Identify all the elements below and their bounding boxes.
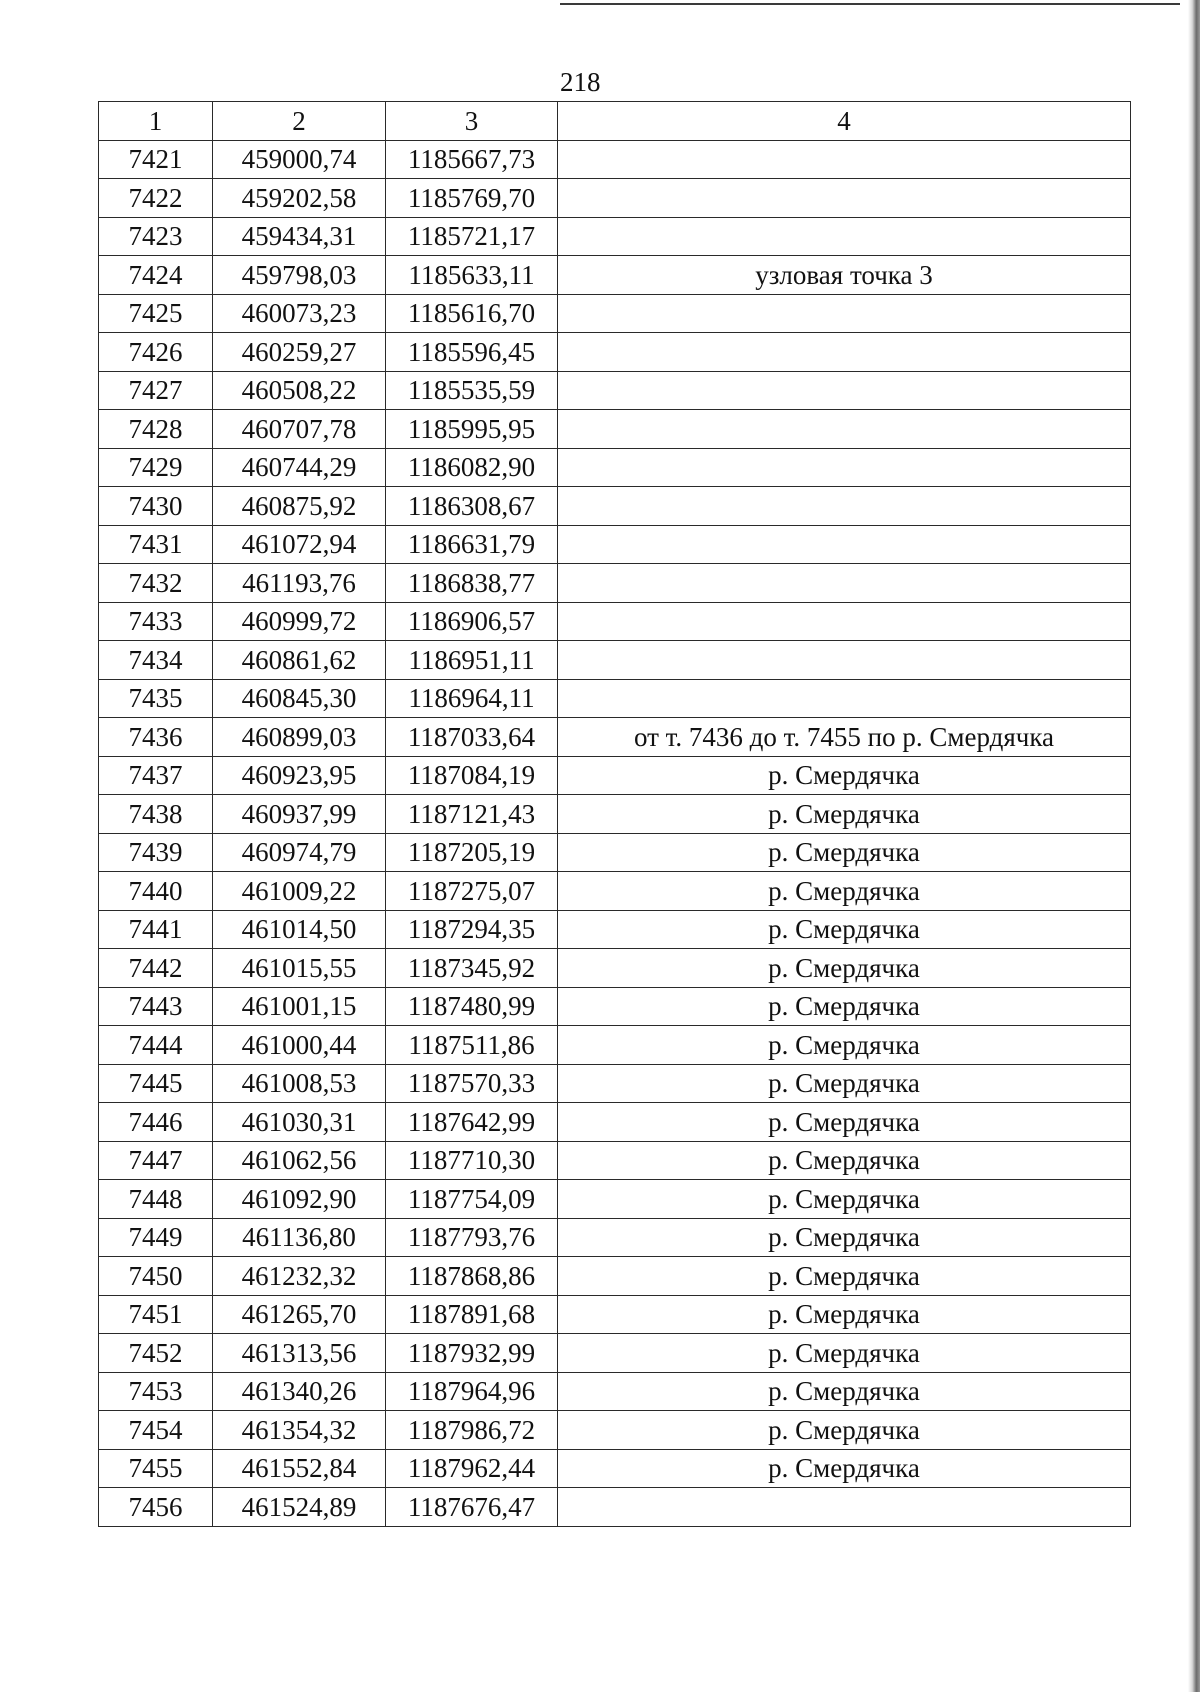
table-row <box>99 718 1131 757</box>
y-coordinate-cell: 1186838,77 <box>386 564 558 603</box>
x-coordinate-cell: 459202,58 <box>213 179 386 218</box>
y-coordinate-cell: 1187932,99 <box>386 1334 558 1373</box>
x-coordinate-cell: 461001,15 <box>213 987 386 1026</box>
y-coordinate-cell: 1187891,68 <box>386 1295 558 1334</box>
y-coordinate-cell: 1185667,73 <box>386 140 558 179</box>
table-header-row <box>99 102 1131 141</box>
point-number-cell: 7440 <box>99 872 213 911</box>
description-cell: р. Смердячка <box>558 872 1131 911</box>
table-row <box>99 1141 1131 1180</box>
x-coordinate-cell: 461354,32 <box>213 1411 386 1450</box>
point-number-cell: 7426 <box>99 333 213 372</box>
point-number-cell: 7437 <box>99 756 213 795</box>
description-cell: р. Смердячка <box>558 795 1131 834</box>
x-coordinate-cell: 461030,31 <box>213 1103 386 1142</box>
header-cell-2: 2 <box>213 102 386 141</box>
description-cell <box>558 217 1131 256</box>
point-number-cell: 7441 <box>99 910 213 949</box>
point-number-cell: 7432 <box>99 564 213 603</box>
description-cell: от т. 7436 до т. 7455 по р. Смердячка <box>558 718 1131 757</box>
description-cell <box>558 1488 1131 1527</box>
x-coordinate-cell: 461092,90 <box>213 1180 386 1219</box>
x-coordinate-cell: 460899,03 <box>213 718 386 757</box>
y-coordinate-cell: 1187642,99 <box>386 1103 558 1142</box>
description-cell: р. Смердячка <box>558 949 1131 988</box>
point-number-cell: 7424 <box>99 256 213 295</box>
description-cell: р. Смердячка <box>558 1334 1131 1373</box>
table-row <box>99 1334 1131 1373</box>
point-number-cell: 7434 <box>99 641 213 680</box>
description-cell <box>558 641 1131 680</box>
point-number-cell: 7428 <box>99 410 213 449</box>
point-number-cell: 7444 <box>99 1026 213 1065</box>
y-coordinate-cell: 1187345,92 <box>386 949 558 988</box>
y-coordinate-cell: 1186951,11 <box>386 641 558 680</box>
table-row <box>99 1064 1131 1103</box>
x-coordinate-cell: 461008,53 <box>213 1064 386 1103</box>
table-row <box>99 602 1131 641</box>
x-coordinate-cell: 460861,62 <box>213 641 386 680</box>
point-number-cell: 7439 <box>99 833 213 872</box>
y-coordinate-cell: 1185535,59 <box>386 371 558 410</box>
y-coordinate-cell: 1186964,11 <box>386 679 558 718</box>
table-row <box>99 1103 1131 1142</box>
table-row <box>99 679 1131 718</box>
y-coordinate-cell: 1187754,09 <box>386 1180 558 1219</box>
x-coordinate-cell: 459434,31 <box>213 217 386 256</box>
description-cell <box>558 448 1131 487</box>
y-coordinate-cell: 1187964,96 <box>386 1372 558 1411</box>
table-row <box>99 1180 1131 1219</box>
y-coordinate-cell: 1187793,76 <box>386 1218 558 1257</box>
header-cell-4: 4 <box>558 102 1131 141</box>
point-number-cell: 7442 <box>99 949 213 988</box>
table-row <box>99 1411 1131 1450</box>
description-cell: р. Смердячка <box>558 987 1131 1026</box>
y-coordinate-cell: 1185616,70 <box>386 294 558 333</box>
table-row <box>99 179 1131 218</box>
x-coordinate-cell: 460845,30 <box>213 679 386 718</box>
x-coordinate-cell: 461009,22 <box>213 872 386 911</box>
table-row <box>99 641 1131 680</box>
y-coordinate-cell: 1187986,72 <box>386 1411 558 1450</box>
table-row <box>99 872 1131 911</box>
header-cell-1: 1 <box>99 102 213 141</box>
table-row <box>99 217 1131 256</box>
x-coordinate-cell: 460923,95 <box>213 756 386 795</box>
point-number-cell: 7431 <box>99 525 213 564</box>
y-coordinate-cell: 1187676,47 <box>386 1488 558 1527</box>
x-coordinate-cell: 459798,03 <box>213 256 386 295</box>
table-row <box>99 1449 1131 1488</box>
description-cell: узловая точка 3 <box>558 256 1131 295</box>
x-coordinate-cell: 461340,26 <box>213 1372 386 1411</box>
table-row <box>99 294 1131 333</box>
y-coordinate-cell: 1185995,95 <box>386 410 558 449</box>
y-coordinate-cell: 1187121,43 <box>386 795 558 834</box>
x-coordinate-cell: 460875,92 <box>213 487 386 526</box>
description-cell <box>558 294 1131 333</box>
description-cell: р. Смердячка <box>558 1257 1131 1296</box>
y-coordinate-cell: 1187480,99 <box>386 987 558 1026</box>
table-row <box>99 410 1131 449</box>
table-row <box>99 525 1131 564</box>
point-number-cell: 7425 <box>99 294 213 333</box>
y-coordinate-cell: 1186082,90 <box>386 448 558 487</box>
table-row <box>99 756 1131 795</box>
description-cell <box>558 333 1131 372</box>
description-cell <box>558 525 1131 564</box>
point-number-cell: 7446 <box>99 1103 213 1142</box>
y-coordinate-cell: 1185633,11 <box>386 256 558 295</box>
scan-top-edge-line <box>560 3 1180 5</box>
point-number-cell: 7422 <box>99 179 213 218</box>
point-number-cell: 7430 <box>99 487 213 526</box>
y-coordinate-cell: 1186308,67 <box>386 487 558 526</box>
x-coordinate-cell: 461000,44 <box>213 1026 386 1065</box>
point-number-cell: 7450 <box>99 1257 213 1296</box>
x-coordinate-cell: 461193,76 <box>213 564 386 603</box>
coordinates-table <box>98 101 1131 1527</box>
x-coordinate-cell: 461265,70 <box>213 1295 386 1334</box>
x-coordinate-cell: 459000,74 <box>213 140 386 179</box>
table-row <box>99 1295 1131 1334</box>
point-number-cell: 7452 <box>99 1334 213 1373</box>
description-cell: р. Смердячка <box>558 756 1131 795</box>
y-coordinate-cell: 1186631,79 <box>386 525 558 564</box>
y-coordinate-cell: 1187710,30 <box>386 1141 558 1180</box>
y-coordinate-cell: 1185769,70 <box>386 179 558 218</box>
x-coordinate-cell: 461136,80 <box>213 1218 386 1257</box>
table-row <box>99 1372 1131 1411</box>
x-coordinate-cell: 460974,79 <box>213 833 386 872</box>
point-number-cell: 7423 <box>99 217 213 256</box>
description-cell: р. Смердячка <box>558 1449 1131 1488</box>
table-row <box>99 1218 1131 1257</box>
y-coordinate-cell: 1185721,17 <box>386 217 558 256</box>
point-number-cell: 7433 <box>99 602 213 641</box>
scan-right-edge <box>1188 0 1200 1692</box>
y-coordinate-cell: 1187033,64 <box>386 718 558 757</box>
point-number-cell: 7451 <box>99 1295 213 1334</box>
x-coordinate-cell: 461072,94 <box>213 525 386 564</box>
x-coordinate-cell: 461015,55 <box>213 949 386 988</box>
point-number-cell: 7443 <box>99 987 213 1026</box>
table-row <box>99 256 1131 295</box>
description-cell <box>558 371 1131 410</box>
description-cell: р. Смердячка <box>558 1180 1131 1219</box>
point-number-cell: 7438 <box>99 795 213 834</box>
x-coordinate-cell: 460073,23 <box>213 294 386 333</box>
point-number-cell: 7429 <box>99 448 213 487</box>
description-cell: р. Смердячка <box>558 1103 1131 1142</box>
table-row <box>99 1488 1131 1527</box>
y-coordinate-cell: 1187294,35 <box>386 910 558 949</box>
description-cell <box>558 410 1131 449</box>
x-coordinate-cell: 461524,89 <box>213 1488 386 1527</box>
point-number-cell: 7427 <box>99 371 213 410</box>
x-coordinate-cell: 460508,22 <box>213 371 386 410</box>
point-number-cell: 7445 <box>99 1064 213 1103</box>
description-cell <box>558 602 1131 641</box>
x-coordinate-cell: 461062,56 <box>213 1141 386 1180</box>
table-row <box>99 1257 1131 1296</box>
point-number-cell: 7436 <box>99 718 213 757</box>
y-coordinate-cell: 1187962,44 <box>386 1449 558 1488</box>
x-coordinate-cell: 460937,99 <box>213 795 386 834</box>
description-cell: р. Смердячка <box>558 833 1131 872</box>
page-number: 218 <box>560 67 601 97</box>
point-number-cell: 7447 <box>99 1141 213 1180</box>
table-row <box>99 949 1131 988</box>
table-row <box>99 564 1131 603</box>
point-number-cell: 7456 <box>99 1488 213 1527</box>
point-number-cell: 7435 <box>99 679 213 718</box>
description-cell: р. Смердячка <box>558 1411 1131 1450</box>
table-row <box>99 1026 1131 1065</box>
table-row <box>99 910 1131 949</box>
table-row <box>99 371 1131 410</box>
point-number-cell: 7454 <box>99 1411 213 1450</box>
y-coordinate-cell: 1187084,19 <box>386 756 558 795</box>
x-coordinate-cell: 461552,84 <box>213 1449 386 1488</box>
x-coordinate-cell: 461313,56 <box>213 1334 386 1373</box>
description-cell <box>558 679 1131 718</box>
description-cell <box>558 564 1131 603</box>
y-coordinate-cell: 1187570,33 <box>386 1064 558 1103</box>
x-coordinate-cell: 460999,72 <box>213 602 386 641</box>
description-cell: р. Смердячка <box>558 1218 1131 1257</box>
description-cell: р. Смердячка <box>558 1026 1131 1065</box>
description-cell <box>558 179 1131 218</box>
table-row <box>99 795 1131 834</box>
y-coordinate-cell: 1187205,19 <box>386 833 558 872</box>
description-cell <box>558 140 1131 179</box>
point-number-cell: 7421 <box>99 140 213 179</box>
y-coordinate-cell: 1187275,07 <box>386 872 558 911</box>
x-coordinate-cell: 460744,29 <box>213 448 386 487</box>
table-row <box>99 333 1131 372</box>
point-number-cell: 7453 <box>99 1372 213 1411</box>
table-row <box>99 140 1131 179</box>
description-cell: р. Смердячка <box>558 1295 1131 1334</box>
description-cell: р. Смердячка <box>558 1141 1131 1180</box>
x-coordinate-cell: 461232,32 <box>213 1257 386 1296</box>
y-coordinate-cell: 1187868,86 <box>386 1257 558 1296</box>
y-coordinate-cell: 1187511,86 <box>386 1026 558 1065</box>
header-cell-3: 3 <box>386 102 558 141</box>
x-coordinate-cell: 460259,27 <box>213 333 386 372</box>
point-number-cell: 7449 <box>99 1218 213 1257</box>
y-coordinate-cell: 1186906,57 <box>386 602 558 641</box>
table-row <box>99 487 1131 526</box>
table-row <box>99 833 1131 872</box>
point-number-cell: 7448 <box>99 1180 213 1219</box>
x-coordinate-cell: 460707,78 <box>213 410 386 449</box>
description-cell <box>558 487 1131 526</box>
table-row <box>99 448 1131 487</box>
description-cell: р. Смердячка <box>558 1372 1131 1411</box>
description-cell: р. Смердячка <box>558 910 1131 949</box>
description-cell: р. Смердячка <box>558 1064 1131 1103</box>
point-number-cell: 7455 <box>99 1449 213 1488</box>
table-row <box>99 987 1131 1026</box>
y-coordinate-cell: 1185596,45 <box>386 333 558 372</box>
x-coordinate-cell: 461014,50 <box>213 910 386 949</box>
